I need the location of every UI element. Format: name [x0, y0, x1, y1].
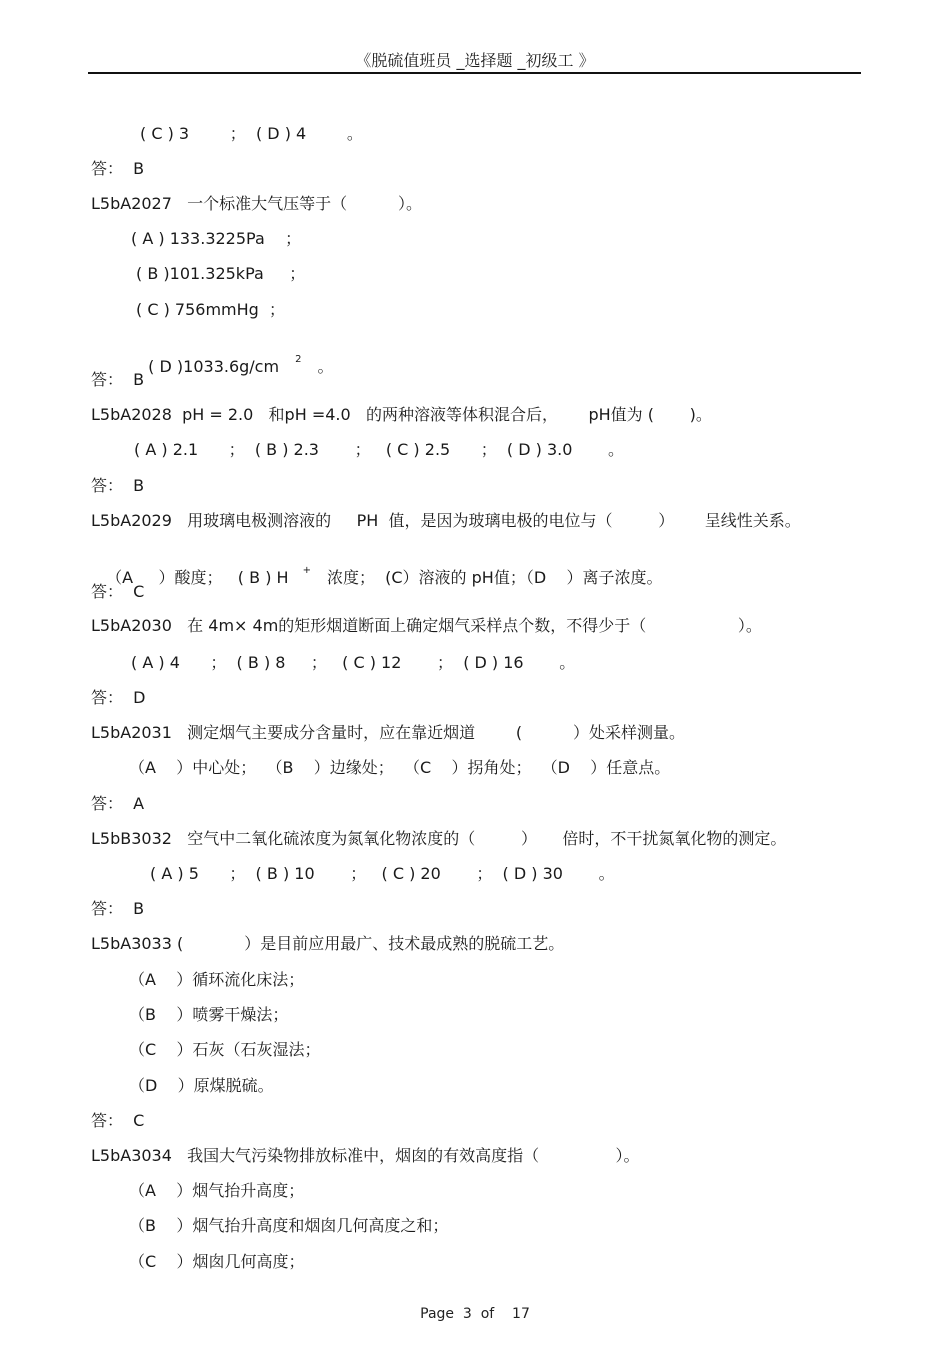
- option-line: （B ）喷雾干燥法；: [129, 1005, 289, 1024]
- question-line: L5bA3034 我国大气污染物排放标准中，烟囱的有效高度指（ ）。: [91, 1146, 640, 1165]
- answer-line: 答： C: [91, 582, 145, 601]
- page-header-title: 《脱硫值班员 _选择题 _初级工 》: [355, 51, 595, 70]
- answer-line: 答： A: [91, 794, 145, 813]
- question-line: L5bA2029 用玻璃电极测溶液的 PH 值，是因为玻璃电极的电位与（ ） 呈线性关系。: [91, 511, 801, 530]
- option-line: ( A ) 4 ； ( B ) 8 ； ( C ) 12 ； ( D ) 16 。: [131, 653, 576, 672]
- option-text-tail: 浓度； (C）溶液的 pH值；（D ）离子浓度。: [326, 568, 663, 587]
- option-line: （A ）中心处； （B ）边缘处； （C ）拐角处； （D ）任意点。: [129, 758, 671, 777]
- option-line: ( A ) 133.3225Pa ；: [131, 229, 302, 248]
- option-line: ( C ) 756mmHg ；: [136, 300, 285, 319]
- question-line: L5bA3033 ( ）是目前应用最广、技术最成熟的脱硫工艺。: [91, 934, 565, 953]
- question-line: L5bA2030 在 4m× 4m的矩形烟道断面上确定烟气采样点个数，不得少于（ ）。: [91, 616, 762, 635]
- answer-line: 答： B: [91, 476, 145, 495]
- header-rule: [88, 72, 861, 74]
- question-line: L5bB3032 空气中二氧化硫浓度为氮氧化物浓度的（ ） 倍时，不干扰氮氧化物的测定。: [91, 829, 787, 848]
- option-line: （C ）烟囱几何高度；: [129, 1252, 305, 1271]
- option-line-d: [138, 337, 333, 380]
- question-line: L5bA2031 测定烟气主要成分含量时，应在靠近烟道 ( ）处采样测量。: [91, 723, 685, 742]
- option-line: ( A ) 5 ； ( B ) 10 ； ( C ) 20 ； ( D ) 30 。: [150, 864, 615, 883]
- option-text: ( D )1033.6g/cm: [148, 357, 280, 376]
- answer-line: 答： D: [91, 688, 146, 707]
- option-line: ( C ) 3 ； ( D ) 4 。: [140, 124, 363, 143]
- option-line-h: [96, 548, 662, 591]
- option-line: ( A ) 2.1 ； ( B ) 2.3 ； ( C ) 2.5 ； ( D ) 3.0 。: [134, 440, 625, 459]
- option-line: （D ）原煤脱硫。: [129, 1076, 274, 1095]
- answer-line: 答： C: [91, 1111, 145, 1130]
- answer-line: 答： B: [91, 370, 145, 389]
- question-line: L5bA2028 pH = 2.0 和pH =4.0 的两种溶液等体积混合后， pH值为 ( )。: [91, 405, 712, 424]
- option-line: （A ）循环流化床法；: [129, 970, 305, 989]
- option-line: （C ）石灰（石灰湿法；: [129, 1040, 321, 1059]
- punctuation: 。: [317, 357, 334, 376]
- question-line: L5bA2027 一个标准大气压等于（ ）。: [91, 194, 423, 213]
- superscript: +: [302, 565, 311, 576]
- answer-line: 答： B: [91, 159, 145, 178]
- answer-line: 答： B: [91, 899, 145, 918]
- option-line: ( B )101.325kPa ；: [136, 264, 306, 283]
- superscript: 2: [295, 354, 302, 365]
- page-number-footer: Page 3 of 17: [420, 1306, 530, 1322]
- option-line: （B ）烟气抬升高度和烟囱几何高度之和；: [129, 1216, 449, 1235]
- option-line: （A ）烟气抬升高度；: [129, 1181, 305, 1200]
- option-text: （A ）酸度； ( B ) H: [106, 568, 289, 587]
